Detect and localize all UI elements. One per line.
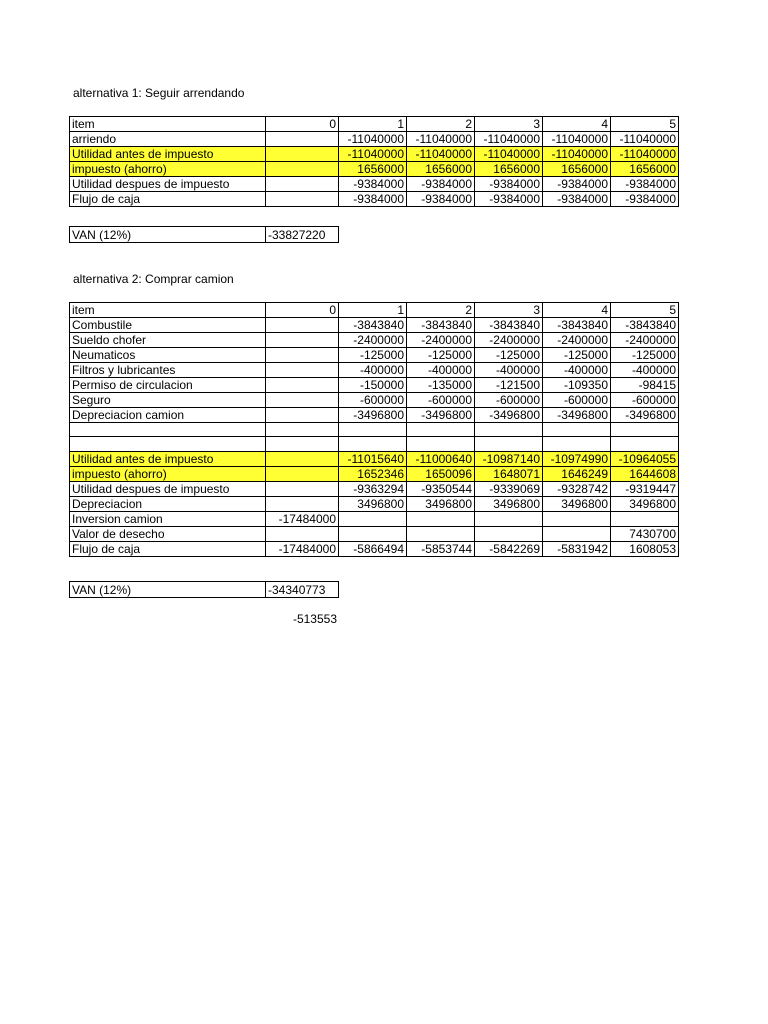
table-cell	[407, 511, 475, 526]
table-cell: -9328742	[543, 481, 611, 496]
table-cell: -2400000	[475, 333, 543, 348]
table-cell	[611, 423, 679, 437]
row-label: arriendo	[70, 132, 266, 147]
table-row	[70, 132, 679, 147]
row-label: Permiso de circulacion	[70, 378, 266, 393]
van-difference: -513553	[292, 612, 337, 626]
table-cell: -3843840	[407, 318, 475, 333]
table-cell	[543, 423, 611, 437]
table-cell: -11040000	[611, 132, 679, 147]
table-cell: -400000	[475, 363, 543, 378]
van-row	[70, 227, 339, 243]
table-row	[70, 408, 679, 423]
table-cell: 3496800	[475, 496, 543, 511]
header-period: 5	[611, 303, 679, 318]
row-label: Flujo de caja	[70, 541, 266, 556]
table-cell: -9339069	[475, 481, 543, 496]
table-cell: -11040000	[339, 147, 407, 162]
row-label: Combustile	[70, 318, 266, 333]
table-cell: -2400000	[339, 333, 407, 348]
table-cell: -400000	[407, 363, 475, 378]
table-cell: -135000	[407, 378, 475, 393]
table-cell: -109350	[543, 378, 611, 393]
row-label: Seguro	[70, 393, 266, 408]
table-cell: -17484000	[266, 541, 339, 556]
table-cell	[407, 526, 475, 541]
van-row	[70, 582, 339, 598]
table-cell: 3496800	[543, 496, 611, 511]
header-period: 3	[475, 117, 543, 132]
table-row	[70, 423, 679, 437]
table-cell: -10974990	[543, 451, 611, 466]
header-period: 1	[339, 117, 407, 132]
table-cell: 3496800	[611, 496, 679, 511]
row-label: Filtros y lubricantes	[70, 363, 266, 378]
row-label: Sueldo chofer	[70, 333, 266, 348]
table-cell: 1656000	[475, 162, 543, 177]
table-cell: -3843840	[543, 318, 611, 333]
table-cell	[475, 526, 543, 541]
header-period: 0	[266, 303, 339, 318]
table-row	[70, 348, 679, 363]
table-cell: -9350544	[407, 481, 475, 496]
alt2-table	[69, 302, 679, 557]
table-cell	[266, 192, 339, 207]
table-cell: -17484000	[266, 511, 339, 526]
table-cell: 1656000	[611, 162, 679, 177]
table-row	[70, 393, 679, 408]
table-row	[70, 451, 679, 466]
table-cell: -9384000	[339, 192, 407, 207]
table-cell	[266, 496, 339, 511]
table-cell: -11040000	[475, 147, 543, 162]
table-cell	[266, 132, 339, 147]
table-row	[70, 466, 679, 481]
table-cell	[266, 348, 339, 363]
table-cell: -9319447	[611, 481, 679, 496]
table-row	[70, 526, 679, 541]
table-cell	[407, 423, 475, 437]
table-cell: 3496800	[407, 496, 475, 511]
table-cell: -11015640	[339, 451, 407, 466]
header-row	[70, 303, 679, 318]
table-cell: -125000	[339, 348, 407, 363]
alt2-title: alternativa 2: Comprar camion	[73, 272, 234, 286]
row-label: Utilidad antes de impuesto	[70, 147, 266, 162]
table-cell	[407, 437, 475, 451]
row-label: Flujo de caja	[70, 192, 266, 207]
table-cell: -5831942	[543, 541, 611, 556]
table-cell	[266, 147, 339, 162]
table-cell	[266, 378, 339, 393]
table-cell: 1656000	[543, 162, 611, 177]
alt1-title: alternativa 1: Seguir arrendando	[73, 86, 245, 100]
table-cell: -400000	[543, 363, 611, 378]
table-cell: 1650096	[407, 466, 475, 481]
table-cell	[266, 423, 339, 437]
table-cell: -11040000	[407, 147, 475, 162]
table-cell: -3496800	[407, 408, 475, 423]
header-period: 4	[543, 117, 611, 132]
table-cell	[339, 526, 407, 541]
row-label: impuesto (ahorro)	[70, 162, 266, 177]
alt1-table	[69, 116, 679, 207]
table-cell: 1648071	[475, 466, 543, 481]
table-row	[70, 437, 679, 451]
table-cell	[475, 511, 543, 526]
table-cell: -600000	[611, 393, 679, 408]
table-row	[70, 177, 679, 192]
table-cell: -3843840	[611, 318, 679, 333]
table-cell: -5866494	[339, 541, 407, 556]
table-row	[70, 192, 679, 207]
table-cell: -3843840	[475, 318, 543, 333]
table-cell: -600000	[339, 393, 407, 408]
table-cell: 1646249	[543, 466, 611, 481]
header-period: 0	[266, 117, 339, 132]
table-cell: -5853744	[407, 541, 475, 556]
table-cell: -9384000	[543, 192, 611, 207]
row-label: Utilidad antes de impuesto	[70, 451, 266, 466]
table-cell	[266, 162, 339, 177]
header-period: 4	[543, 303, 611, 318]
row-label: Inversion camion	[70, 511, 266, 526]
table-cell: -10964055	[611, 451, 679, 466]
table-cell: 1608053	[611, 541, 679, 556]
row-label: Depreciacion	[70, 496, 266, 511]
table-cell: -125000	[611, 348, 679, 363]
table-cell: -9363294	[339, 481, 407, 496]
van-value: -33827220	[266, 227, 339, 243]
table-cell	[543, 437, 611, 451]
row-label: Valor de desecho	[70, 526, 266, 541]
table-cell: -150000	[339, 378, 407, 393]
row-label: Utilidad despues de impuesto	[70, 481, 266, 496]
table-cell	[266, 481, 339, 496]
alt1-van-table	[69, 226, 339, 243]
table-cell	[266, 393, 339, 408]
table-cell	[339, 423, 407, 437]
table-row	[70, 378, 679, 393]
header-period: 1	[339, 303, 407, 318]
table-cell: -11040000	[407, 132, 475, 147]
table-cell: -11040000	[339, 132, 407, 147]
table-cell: -9384000	[611, 177, 679, 192]
table-cell: -11040000	[475, 132, 543, 147]
van-value: -34340773	[266, 582, 339, 598]
table-cell: -9384000	[611, 192, 679, 207]
table-cell: -9384000	[475, 192, 543, 207]
header-row	[70, 117, 679, 132]
table-cell: -2400000	[407, 333, 475, 348]
table-cell: -9384000	[407, 177, 475, 192]
table-cell: -11040000	[543, 132, 611, 147]
table-cell: -2400000	[611, 333, 679, 348]
table-cell: -600000	[543, 393, 611, 408]
row-label: Neumaticos	[70, 348, 266, 363]
table-cell: 1656000	[407, 162, 475, 177]
table-cell	[266, 408, 339, 423]
table-cell: 3496800	[339, 496, 407, 511]
table-cell: -3496800	[611, 408, 679, 423]
table-cell	[611, 437, 679, 451]
table-cell	[266, 177, 339, 192]
header-period: 2	[407, 117, 475, 132]
header-period: 5	[611, 117, 679, 132]
table-cell: 1652346	[339, 466, 407, 481]
table-row	[70, 162, 679, 177]
table-cell: -5842269	[475, 541, 543, 556]
table-row	[70, 147, 679, 162]
van-label: VAN (12%)	[70, 582, 266, 598]
table-row	[70, 363, 679, 378]
table-cell	[611, 511, 679, 526]
row-label	[70, 437, 266, 451]
table-cell: -9384000	[475, 177, 543, 192]
table-cell: -3496800	[543, 408, 611, 423]
table-cell	[339, 437, 407, 451]
table-cell: -9384000	[407, 192, 475, 207]
table-cell: -400000	[611, 363, 679, 378]
table-cell	[266, 466, 339, 481]
table-cell	[543, 526, 611, 541]
table-row	[70, 333, 679, 348]
table-cell: -125000	[475, 348, 543, 363]
header-period: 3	[475, 303, 543, 318]
table-cell	[266, 363, 339, 378]
header-item: item	[70, 303, 266, 318]
row-label: impuesto (ahorro)	[70, 466, 266, 481]
table-row	[70, 496, 679, 511]
table-cell	[475, 437, 543, 451]
table-cell: 7430700	[611, 526, 679, 541]
table-cell: -600000	[407, 393, 475, 408]
row-label	[70, 423, 266, 437]
row-label: Depreciacion camion	[70, 408, 266, 423]
table-cell	[266, 526, 339, 541]
table-cell: -3496800	[339, 408, 407, 423]
table-cell	[266, 451, 339, 466]
table-cell: -9384000	[543, 177, 611, 192]
table-cell: -2400000	[543, 333, 611, 348]
table-cell: -11040000	[611, 147, 679, 162]
table-row	[70, 511, 679, 526]
row-label: Utilidad despues de impuesto	[70, 177, 266, 192]
table-cell	[475, 423, 543, 437]
van-label: VAN (12%)	[70, 227, 266, 243]
table-cell: -98415	[611, 378, 679, 393]
table-cell: 1656000	[339, 162, 407, 177]
table-row	[70, 481, 679, 496]
header-period: 2	[407, 303, 475, 318]
table-cell	[543, 511, 611, 526]
table-cell: -3496800	[475, 408, 543, 423]
table-cell: -9384000	[339, 177, 407, 192]
table-cell: -10987140	[475, 451, 543, 466]
table-cell: -11040000	[543, 147, 611, 162]
table-cell: -125000	[543, 348, 611, 363]
alt2-van-table	[69, 581, 339, 598]
table-cell: -11000640	[407, 451, 475, 466]
table-cell	[266, 437, 339, 451]
table-cell: -3843840	[339, 318, 407, 333]
header-item: item	[70, 117, 266, 132]
table-cell	[339, 511, 407, 526]
table-cell: 1644608	[611, 466, 679, 481]
table-cell	[266, 318, 339, 333]
table-cell: -400000	[339, 363, 407, 378]
table-row	[70, 541, 679, 556]
table-cell: -600000	[475, 393, 543, 408]
table-cell: -121500	[475, 378, 543, 393]
table-cell	[266, 333, 339, 348]
table-row	[70, 318, 679, 333]
table-cell: -125000	[407, 348, 475, 363]
